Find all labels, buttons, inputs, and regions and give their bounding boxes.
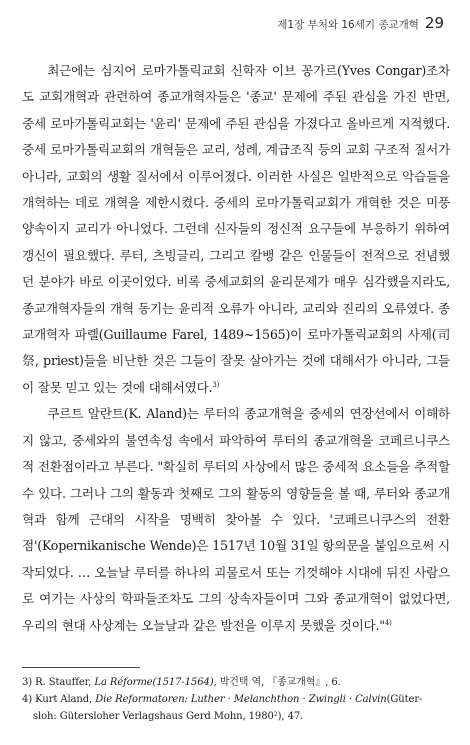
footnote-4-author: Kurt Aland, (35, 694, 93, 705)
footnote-divider (22, 667, 140, 668)
running-header (277, 14, 444, 32)
footnote-4 (22, 691, 452, 725)
paragraph-2-text: 쿠르트 알란트(K. Aland)는 루터의 종교개혁을 중세의 연장선에서 이해하지 않고, 중세와의 불연속성 속에서 파악하여 루터의 종교개혁을 코페르니쿠스적 전환점이라고 부른다. "확실히 루터의 사상에서 많은 중세적 요소들을 추적할 수 있다. 그러나 그의 활동과 첫째로 그의 활동의 영향들을 볼 때, 루터와 종교개혁과 함께 근대의 시작을 명백히 찾아볼 수 있다. '코페르니쿠스의 전환점'(Kopernikanische Wende)은 1517년 10월 31일 항의문을 붙임으로써 시작되었다. … 오늘날 루터를 하나의 괴물로서 또는 기껏해야 시대에 뒤진 사람으로 여기는 사상의 학파들조차도 그의 상속자들이며 그와 종교개혁이 없었다면, 우리의 현대 사상계는 오늘날과 같은 발전을 이루지 못했을 것이다." (22, 406, 450, 633)
footnote-4-number: 4) (22, 694, 33, 705)
footnote-4-rest-1: (Güter- (386, 694, 423, 705)
footnote-3 (22, 674, 452, 691)
page-number: 29 (424, 14, 444, 32)
paragraph-2 (22, 401, 450, 639)
main-body-text (22, 58, 450, 639)
footnote-ref-3[interactable]: 3) (212, 380, 220, 389)
footnote-3-number: 3) (22, 677, 33, 688)
footnote-ref-4[interactable]: 4) (384, 618, 392, 627)
footnote-4-rest-2: sloh: Gütersloher Verlagshaus Gerd Mohn, 1980²), 47. (33, 711, 304, 722)
paragraph-1-text: 최근에는 심지어 로마가톨릭교회 신학자 이브 꽁가르(Yves Congar)조차도 교회개혁과 관련하여 종교개혁자들은 '종교' 문제에 주된 관심을 가진 반면, 중세 로마가톨릭교회는 '윤리' 문제에 주된 관심을 가졌다고 올바르게 지적했다. 중세 로마가톨릭교회의 개혁들은 교리, 성례, 계급조직 등의 교회 구조적 질서가 아니라, 교회의 생활 질서에서 이루어졌다. 이러한 사실은 일반적으로 악습들을 개혁하는 데로 개혁을 제한시켰다. 중세의 로마가톨릭교회가 개혁한 것은 미풍양속이지 교리가 아니었다. 그런데 신자들의 정신적 요구들에 부응하기 위하여 갱신이 필요했다. 루터, 츠빙글리, 그리고 칼뱅 같은 인물들이 전적으로 전념했던 분야가 바로 이곳이었다. 비록 중세교회의 윤리문제가 매우 심각했을지라도, 종교개혁자들의 개혁 동기는 윤리적 오류가 아니라, 교리와 진리의 오류였다. 종교개혁자 파렐(Guillaume Farel, 1489~1565)이 로마가톨릭교회의 사제(司祭, priest)들을 비난한 것은 그들이 잘못 살아가는 것에 대해서가 아니라, 그들이 잘못 믿고 있는 것에 대해서였다. (22, 63, 450, 395)
footnote-4-title: Die Reformatoren: Luther · Melanchthon · Zwingli · Calvin (95, 694, 387, 705)
footnote-3-rest: , 박건택 역, 『종교개혁』, 6. (213, 677, 341, 688)
footnote-3-author: R. Stauffer, (35, 677, 92, 688)
chapter-title: 제1장 부처와 16세기 종교개혁 (277, 19, 419, 31)
footnote-3-title: La Réforme(1517-1564) (94, 677, 214, 688)
footnotes (22, 674, 452, 725)
paragraph-1 (22, 58, 450, 401)
